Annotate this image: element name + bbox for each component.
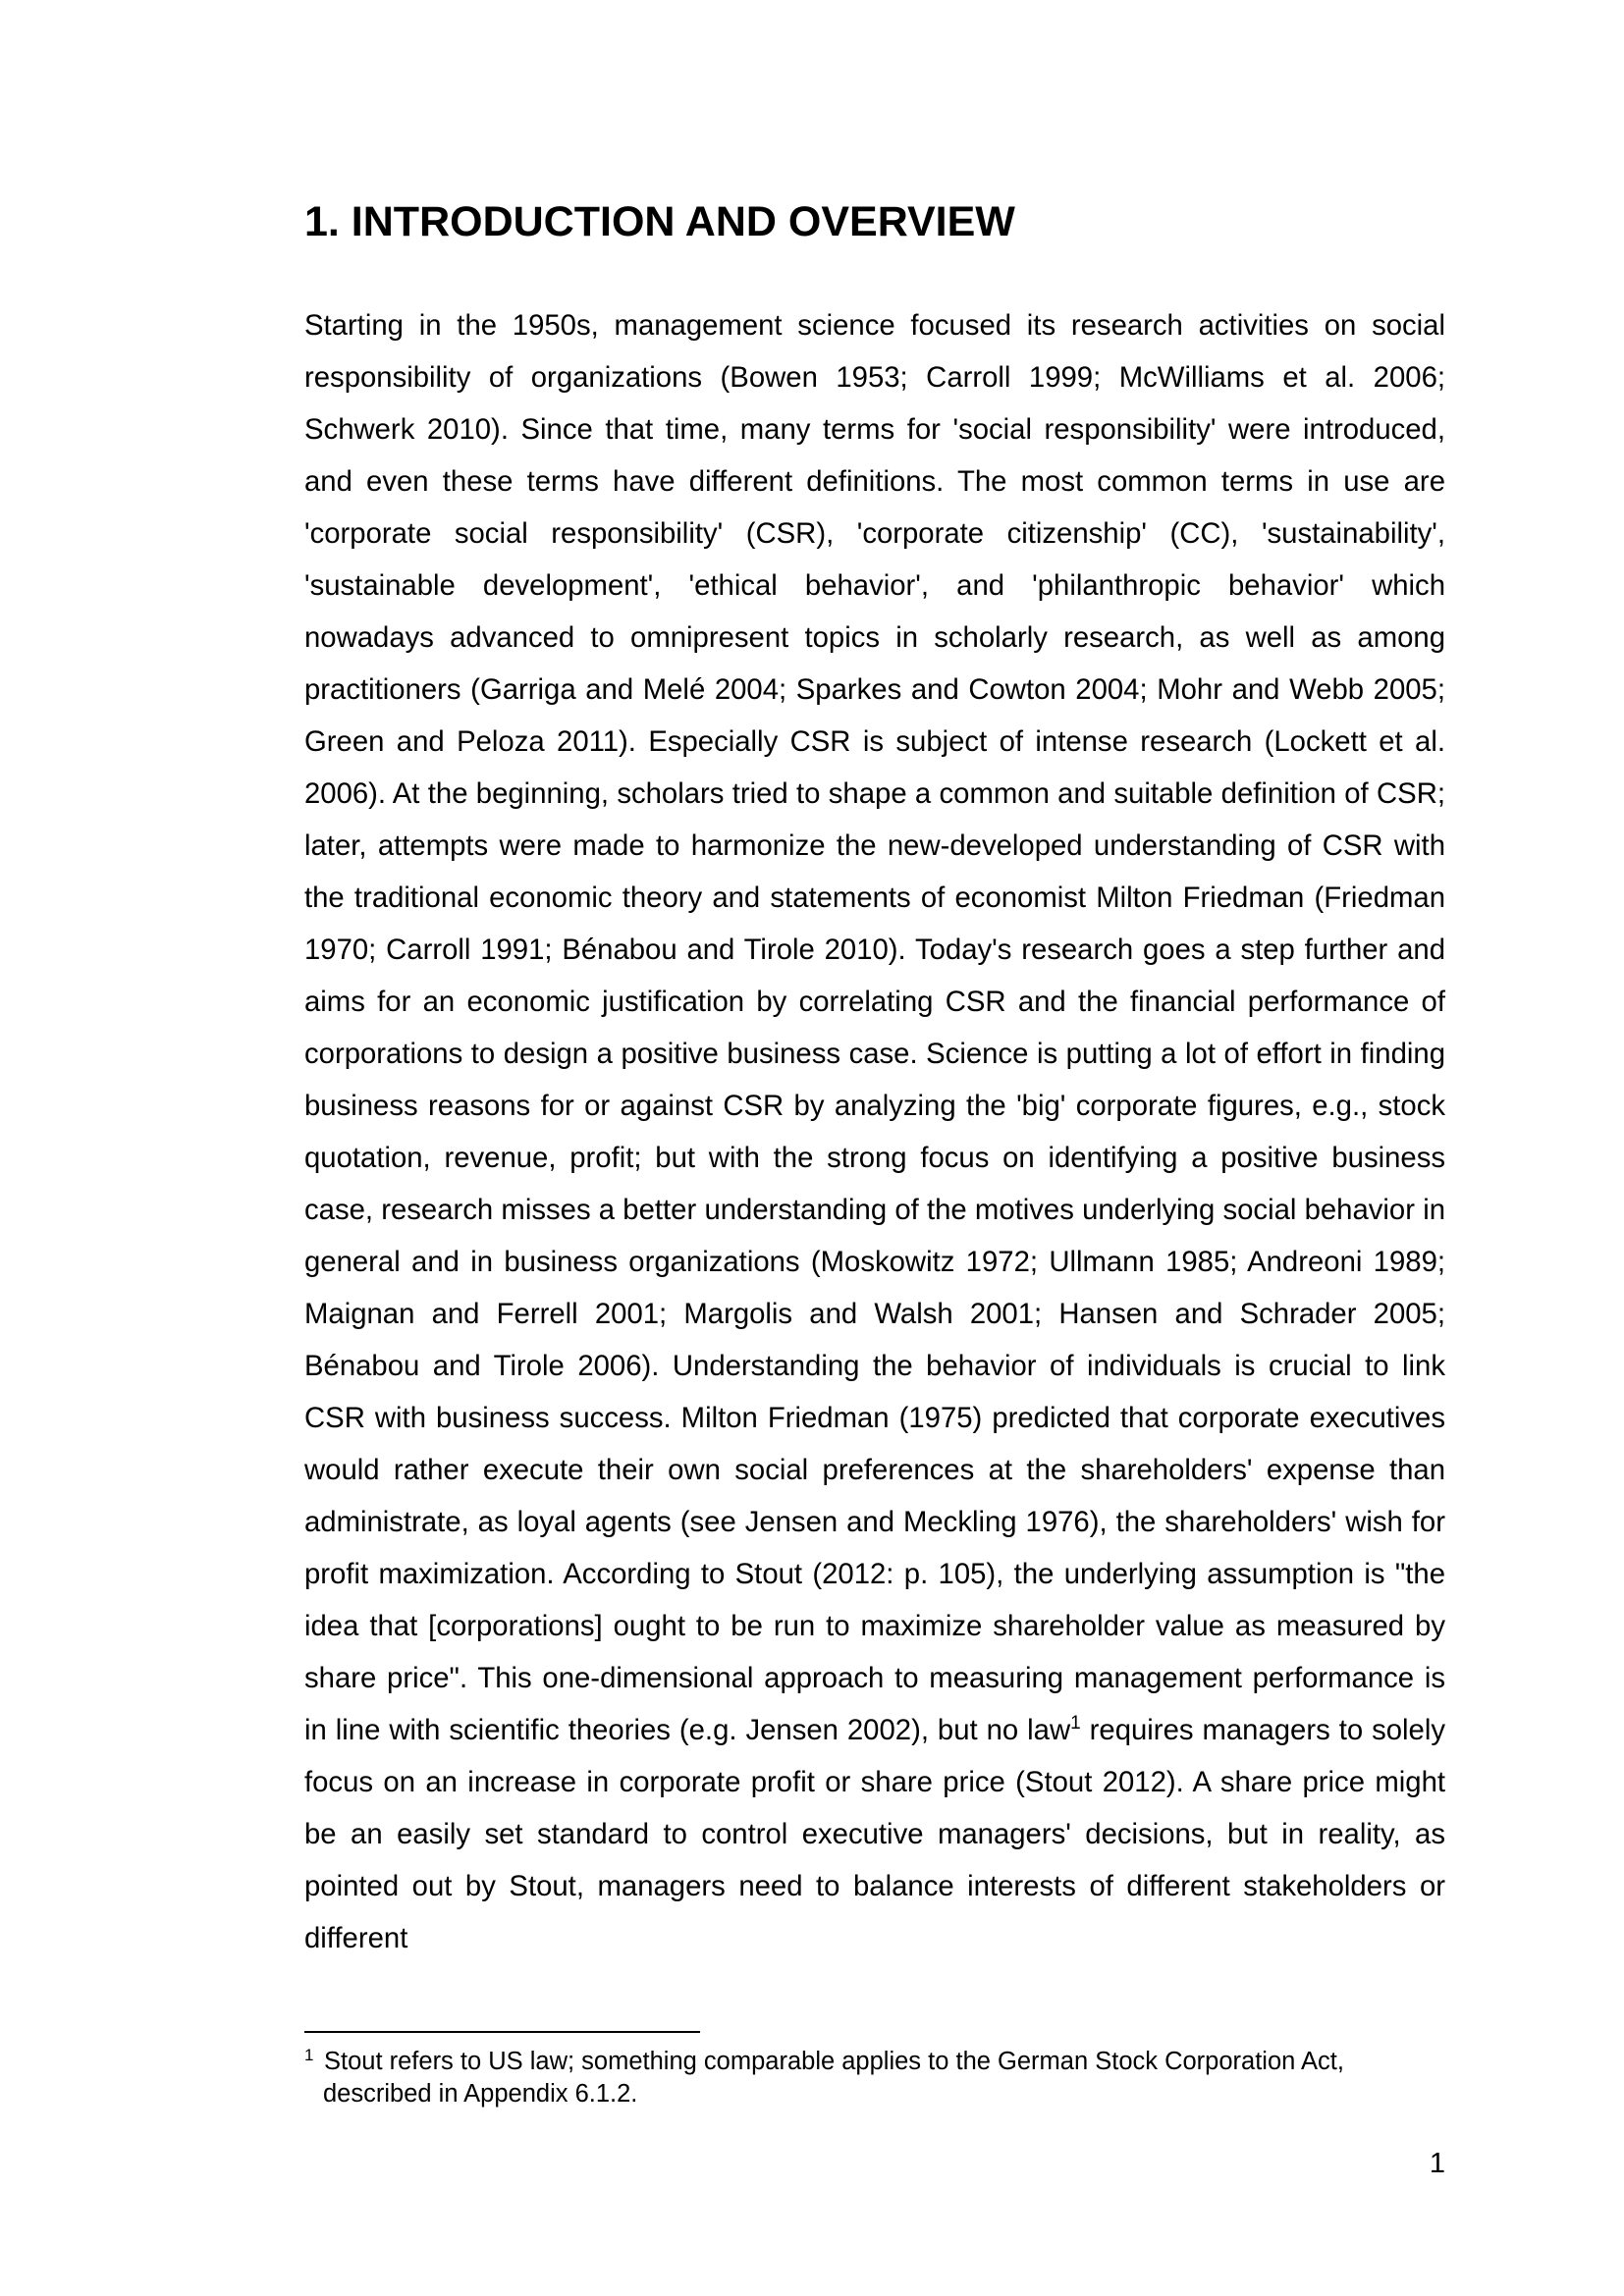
paragraph-text-part1: Starting in the 1950s, management science focused its research activities on social responsibility of organizations (Bowen 1953; Carroll 1999; McWilliams et al. 2006; Schwerk 2010). Since that time, many terms for 'social responsibility' were introduced, and even these terms have different definitions. The most common terms in use are 'corporate social responsibility' (CSR), 'corporate citizenship' (CC), 'sustainability', 'sustainable development', 'ethical behavior', and 'philanthropic behavior' which nowadays advanced to omnipresent topics in scholarly research, as well as among practitioners (Garriga and Melé 2004; Sparkes and Cowton 2004; Mohr and Webb 2005; Green and Peloza 2011). Especially CSR is subject of intense research (Lockett et al. 2006). At the beginning, scholars tried to shape a common and suitable definition of CSR; later, attempts were made to harmonize the new-developed understanding of CSR with the traditional economic theory and statements of economist Milton Friedman (Friedman 1970; Carroll 1991; Bénabou and Tirole 2010). Today's research goes a step further and aims for an economic justification by correlating CSR and the financial performance of corporations to design a positive business case. Science is putting a lot of effort in finding business reasons for or against CSR by analyzing the 'big' corporate figures, e.g., stock quotation, revenue, profit; but with the strong focus on identifying a positive business case, research misses a better understanding of the motives underlying social behavior in general and in business organizations (Moskowitz 1972; Ullmann 1985; Andreoni 1989; Maignan and Ferrell 2001; Margolis and Walsh 2001; Hansen and Schrader 2005; Bénabou and Tirole 2006). Understanding the behavior of individuals is crucial to link CSR with business success. Milton Friedman (1975) predicted that corporate executives would rather execute their own social preferences at the shareholders' expense than administrate, as loyal agents (see Jensen and Meckling 1976), the shareholders' wish for profit maximization. According to Stout (2012: p. 105), the underlying assumption is "the idea that [corporations] ought to be run to maximize shareholder value as measured by share price". This one-dimensional approach to measuring management performance is in line with scientific theories (e.g. Jensen 2002), but no law (304, 309, 1445, 1746)
paragraph-text-part2: requires managers to solely focus on an increase in corporate profit or share price (Stout 2012). A share price might be an easily set standard to control executive managers' decisions, but in reality, as pointed out by Stout, managers need to balance interests of different stakeholders or different (304, 1714, 1446, 1954)
footnote-text-line1: Stout refers to US law; something comparable applies to the German Stock Corporation Act, (324, 2048, 1344, 2075)
page-title: 1. INTRODUCTION AND OVERVIEW (304, 198, 1015, 245)
body-paragraph (304, 299, 1445, 1964)
footnote-separator-line (304, 2031, 700, 2033)
footnote-line-1: 1 Stout refers to US law; something comparable applies to the German Stock Corporation Act, (304, 2045, 1344, 2075)
page-number: 1 (1429, 2148, 1445, 2179)
footnote-line-2: described in Appendix 6.1.2. (323, 2080, 638, 2108)
footnote-reference-marker: 1 (1070, 1713, 1081, 1735)
footnote (304, 2046, 1445, 2110)
